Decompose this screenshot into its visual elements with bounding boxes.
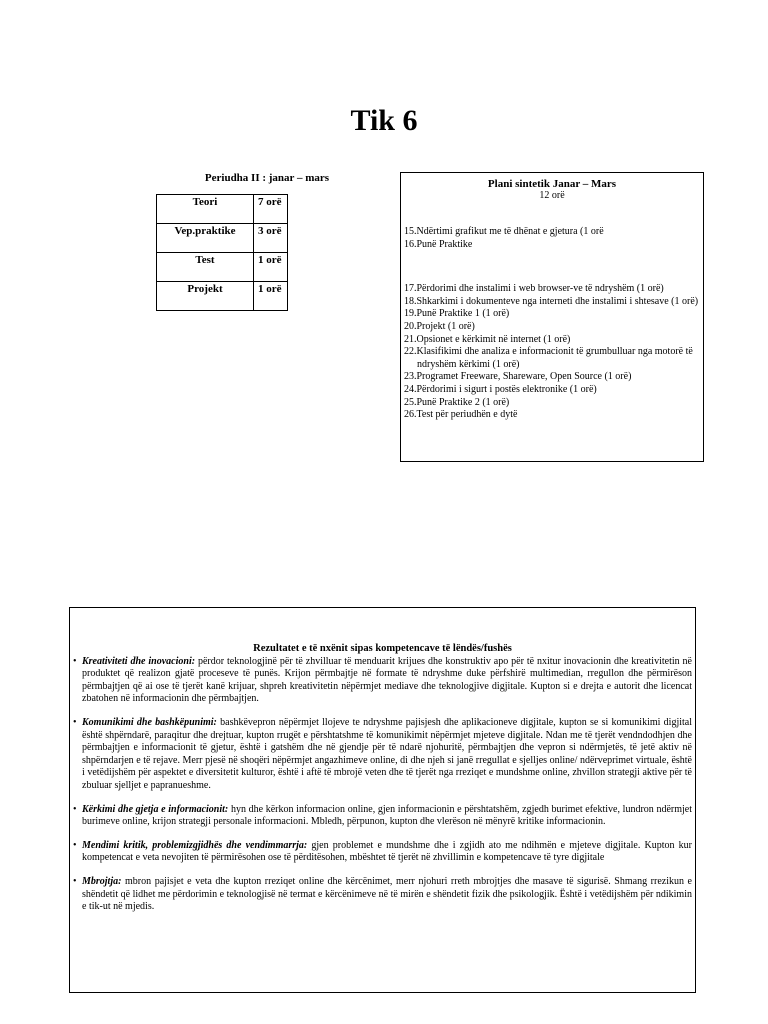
list-item: 18.Shkarkimi i dokumenteve nga interneti dhe instalimi i shtesave (1 orë) bbox=[404, 295, 699, 307]
list-item: 24.Përdorimi i sigurt i postës elektronike (1 orë) bbox=[404, 383, 597, 395]
hours-value: 3 orë bbox=[254, 224, 288, 253]
learning-outcomes-box bbox=[69, 607, 696, 993]
competence-keyword: Kreativiteti dhe inovacioni: bbox=[82, 655, 196, 667]
list-item: 21.Opsionet e kërkimit në internet (1 orë) bbox=[404, 333, 571, 345]
hours-value: 7 orë bbox=[254, 195, 288, 224]
list-item: 26.Test për periudhën e dytë bbox=[404, 409, 518, 421]
list-item: 23.Programet Freeware, Shareware, Open Source (1 orë) bbox=[404, 371, 632, 383]
hours-label: Vep.praktike bbox=[157, 224, 254, 253]
list-item: 16.Punë Praktike bbox=[404, 238, 473, 250]
table-row bbox=[157, 195, 288, 224]
syllabus-list-group-1 bbox=[401, 226, 703, 251]
table-row bbox=[157, 224, 288, 253]
hours-label: Teori bbox=[157, 195, 254, 224]
competence-text: gjen problemet e mundshme dhe i zgjidh ato me ndihmën e mjeteve digjitale. Kupton kur kompetencat e veta nevojiten të përmirësohen ose të përditësohen, mbështet të tjerët në zhvillimin e kompetencave të tyre digjitale bbox=[82, 839, 692, 864]
hours-label: Test bbox=[157, 253, 254, 282]
table-row bbox=[157, 282, 288, 311]
competence-text: mbron pajisjet e veta dhe kupton rreziqet online dhe kërcënimet, merr njohuri rreth mbrojtjes dhe masave të sigurisë. Shmang rrezikun e shëndetit që lidhet me përdorimin e teknologjisë në termat e kërcënimeve në të mirën e shëndetit fizik dhe psikologjik. Është i vetëdijshëm për ndikimin e tik-ut në mjedis. bbox=[82, 875, 692, 913]
syllabus-title: Plani sintetik Janar – Mars bbox=[487, 178, 617, 190]
syllabus-list-group-2 bbox=[401, 283, 703, 422]
competence-text: bashkëvepron nëpërmjet llojeve te ndryshme pajisjesh dhe aplikacioneve digjitale, kupton se si komunikimi digjital është shpërndarë, paraqitur dhe drejtuar, kupton rrugët e përshtatshme të komunikimit nëpërmjet mjeteve digjitale. Ndan me të tjerët vendndodhjen dhe përmbajtjen e informacionit të gjetur, është i gatshëm dhe në gjendje për të ndarë njohuritë, përmbajtjen dhe vepron si ndërmjetës, të jetë aktiv në shpërndarjen e të rejave. Merr pjesë në shoqëri nëpërmjet angazhimeve online, di dhe njeh si janë rregullat e sjelljes online/ ndërveprimet virtuale, është i vetëdijshëm për aspektet e diversitetit kulturor, është i aftë të mbrojë veten dhe të tjerët nga rreziqet e mundshme online, zhvillon strategji aktive për të zbuluar sjelljet e papranueshme. bbox=[82, 716, 692, 791]
bullet-icon: • bbox=[73, 803, 77, 815]
hours-label: Projekt bbox=[157, 282, 254, 311]
table-row bbox=[157, 253, 288, 282]
competence-text: hyn dhe kërkon informacion online, gjen informacionin e përshtatshëm, zgjedh burimet efektive, lundron ndërmjet burimeve online, krijon strategji personale informacioni. Mbledh, përpunon, kupton dhe vlerëson në mënyrë kritike informacionin. bbox=[82, 803, 692, 828]
list-item: 19.Punë Praktike 1 (1 orë) bbox=[404, 308, 510, 320]
list-item: 17.Përdorimi dhe instalimi i web browser-ve të ndryshëm (1 orë) bbox=[404, 283, 664, 295]
bullet-icon: • bbox=[73, 875, 77, 887]
list-item bbox=[70, 876, 692, 914]
list-item bbox=[70, 840, 692, 865]
hours-value: 1 orë bbox=[254, 282, 288, 311]
competence-keyword: Mbrojtja: bbox=[82, 875, 122, 887]
list-item: 15.Ndërtimi grafikut me të dhënat e gjetura (1 orë bbox=[404, 226, 604, 237]
syllabus-hours: 12 orë bbox=[539, 190, 565, 201]
bullet-icon: • bbox=[73, 839, 77, 851]
competence-keyword: Komunikimi dhe bashkëpunimi: bbox=[82, 716, 217, 728]
page-title: Tik 6 bbox=[350, 104, 418, 137]
competence-keyword: Mendimi kritik, problemizgjidhës dhe vendimmarrja: bbox=[82, 839, 308, 851]
learning-outcomes-list bbox=[70, 656, 695, 914]
hours-table bbox=[156, 194, 288, 311]
learning-outcomes-title: Rezultatet e të nxënit sipas kompetencave të lëndës/fushës bbox=[253, 643, 512, 654]
competence-text: përdor teknologjinë për të zhvilluar të menduarit krijues dhe konstruktiv apo për të nxitur inovacionin dhe kreativitetin në produktet që realizon gjatë proceseve të punës. Krijon përmbajtje në formate të ndryshme duke përfshirë multimedian, rregullon dhe përmirëson përmbajtjen që ai ose të tjerët kanë krijuar, shpreh kreativitetin nëpërmjet mediave dhe teknologjive digjitale. Kupton si e drejta e autorit dhe licencat zbatohen në informacionin dhe përmbajtjen. bbox=[82, 655, 692, 705]
list-item: 20.Projekt (1 orë) bbox=[404, 320, 475, 332]
list-item: 22.Klasifikimi dhe analiza e informacionit të grumbulluar nga motorë të ndryshëm kërkimi (1 orë) bbox=[404, 346, 693, 370]
list-item: 25.Punë Praktike 2 (1 orë) bbox=[404, 396, 510, 408]
competence-keyword: Kërkimi dhe gjetja e informacionit: bbox=[82, 803, 229, 815]
list-item bbox=[70, 804, 692, 829]
bullet-icon: • bbox=[73, 716, 77, 728]
syllabus-box bbox=[400, 172, 704, 462]
list-item bbox=[70, 717, 692, 793]
hours-value: 1 orë bbox=[254, 253, 288, 282]
bullet-icon: • bbox=[73, 655, 77, 667]
period-label: Periudha II : janar – mars bbox=[204, 172, 330, 184]
list-item bbox=[70, 656, 692, 706]
syllabus-header bbox=[401, 178, 703, 202]
